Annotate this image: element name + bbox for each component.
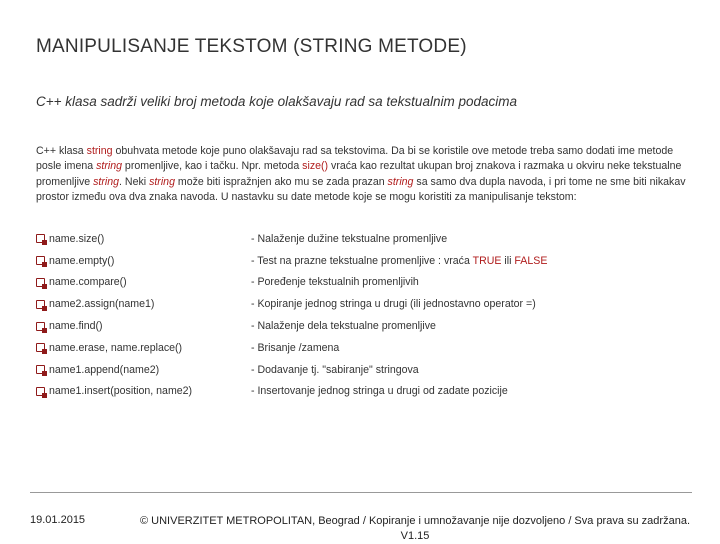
intro-text: promenljive, kao i tačku. Npr. metoda — [121, 160, 303, 173]
checkbox-bullet-icon — [36, 322, 45, 331]
method-name: name1.append(name2) — [49, 363, 160, 376]
keyword-string: string — [93, 175, 120, 188]
method-description: - Poređenje tekstualnih promenljivih — [251, 276, 419, 289]
page-subtitle: C++ klasa sadrži veliki broj metoda koje olakšavaju rad sa tekstualnim podacima — [36, 94, 517, 109]
method-name: name.erase, name.replace() — [49, 341, 183, 354]
list-item — [36, 293, 696, 315]
intro-text: C++ klasa — [36, 145, 87, 157]
checkbox-bullet-icon — [36, 387, 45, 396]
list-item — [36, 359, 696, 381]
list-item — [36, 315, 696, 337]
method-description-text: ili — [501, 254, 515, 267]
intro-text: vraća kao rezultat ukupan broj znakova i razmaka u okviru neke tekstualne promenljive — [36, 160, 682, 188]
method-description: - Nalaženje dužine tekstualne promenljive — [251, 232, 448, 245]
method-description: - Kopiranje jednog stringa u drugi (ili jednostavno operator =) — [251, 298, 536, 311]
page-title: MANIPULISANJE TEKSTOM (STRING METODE) — [36, 36, 467, 57]
keyword-true: TRUE — [472, 254, 502, 267]
keyword-string: string — [86, 145, 113, 157]
method-name: name2.assign(name1) — [49, 298, 155, 311]
list-item — [36, 272, 696, 294]
checkbox-bullet-icon — [36, 343, 45, 352]
checkbox-bullet-icon — [36, 278, 45, 287]
keyword-string: string — [149, 175, 175, 188]
intro-text: . Neki — [119, 175, 150, 188]
checkbox-bullet-icon — [36, 300, 45, 309]
list-item — [36, 250, 696, 272]
checkbox-bullet-icon — [36, 365, 45, 374]
method-name: name1.insert(position, name2) — [49, 385, 193, 398]
method-description: - Dodavanje tj. "sabiranje" stringova — [251, 363, 419, 376]
checkbox-bullet-icon — [36, 256, 45, 265]
keyword-string: string — [96, 160, 122, 173]
list-item — [36, 228, 696, 250]
intro-text: sa samo dva dupla navoda, i pri tome ne sme biti nikakav prostor između ova dva znaka navoda. U nastavku su date metode koje se mogu koristiti za manipulisanje tekstom: — [36, 175, 686, 204]
method-description: - Insertovanje jednog stringa u drugi od zadate pozicije — [251, 385, 508, 398]
list-item — [36, 381, 696, 403]
method-description — [251, 255, 696, 267]
intro-text: obuhvata metode koje puno olakšavaju rad sa tekstovima. Da bi se koristile ove metode treba samo dodati ime metode posle imena — [36, 145, 674, 173]
method-description-text: - Test na prazne tekstualne promenljive : vraća — [251, 254, 473, 267]
keyword-string: string — [387, 175, 414, 188]
keyword-size: size() — [302, 160, 329, 173]
method-name: name.size() — [49, 232, 105, 245]
footer-date: 19.01.2015 — [30, 514, 86, 526]
list-item — [36, 337, 696, 359]
intro-text: može biti ispražnjen ako mu se zada prazan — [174, 175, 388, 188]
method-description: - Brisanje /zamena — [251, 341, 340, 354]
method-name: name.find() — [49, 320, 103, 333]
checkbox-bullet-icon — [36, 234, 45, 243]
method-description: - Nalaženje dela tekstualne promenljive — [251, 320, 436, 333]
method-name: name.compare() — [49, 276, 127, 289]
methods-list — [36, 228, 696, 402]
intro-paragraph — [36, 144, 686, 206]
method-name: name.empty() — [49, 254, 115, 267]
keyword-false: FALSE — [514, 254, 548, 267]
footer-copyright: © UNIVERZITET METROPOLITAN, Beograd / Kopiranje i umnožavanje nije dozvoljeno / Sva prava su zadržana. V1.15 — [140, 515, 690, 542]
footer-divider — [30, 492, 692, 493]
